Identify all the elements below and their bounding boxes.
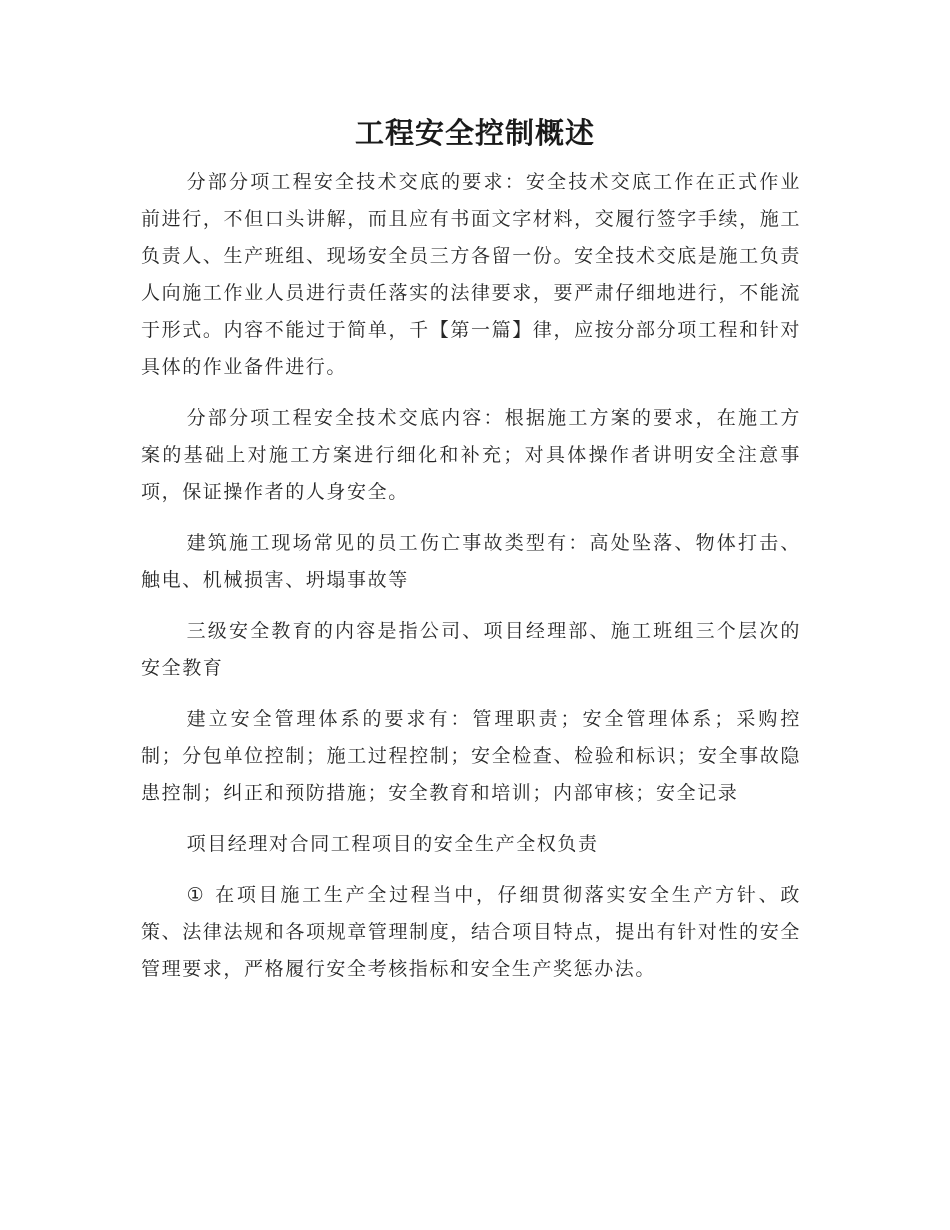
paragraph-three-level-education: 三级安全教育的内容是指公司、项目经理部、施工班组三个层次的安全教育 (141, 620, 801, 679)
paragraph-project-manager-responsibility: 项目经理对合同工程项目的安全生产全权负责 (186, 833, 599, 855)
paragraph-item-1: ① 在项目施工生产全过程当中，仔细贯彻落实安全生产方针、政策、法律法规和各项规章管理制度，结合项目特点，提出有针对性的安全管理要求，严格履行安全考核指标和安全生产奖惩办法。 (141, 884, 801, 980)
document-body (141, 164, 801, 1002)
paragraph-safety-briefing-content: 分部分项工程安全技术交底内容：根据施工方案的要求，在施工方案的基础上对施工方案进行细化和补充；对具体操作者讲明安全注意事项，保证操作者的人身安全。 (141, 407, 801, 503)
paragraph-accident-types: 建筑施工现场常见的员工伤亡事故类型有：高处坠落、物体打击、触电、机械损害、坍塌事故等 (141, 532, 801, 591)
paragraph-management-system-requirements: 建立安全管理体系的要求有：管理职责；安全管理体系；采购控制；分包单位控制；施工过程控制；安全检查、检验和标识；安全事故隐患控制；纠正和预防措施；安全教育和培训；内部审核；安全记录 (141, 708, 801, 804)
paragraph-safety-briefing-requirements: 分部分项工程安全技术交底的要求：安全技术交底工作在正式作业前进行，不但口头讲解，而且应有书面文字材料，交履行签字手续，施工负责人、生产班组、现场安全员三方各留一份。安全技术交底是施工负责人向施工作业人员进行责任落实的法律要求，要严肃仔细地进行，不能流于形式。内容不能过于简单，千【第一篇】律，应按分部分项工程和针对具体的作业备件进行。 (141, 171, 801, 378)
document-title: 工程安全控制概述 (354, 116, 595, 150)
